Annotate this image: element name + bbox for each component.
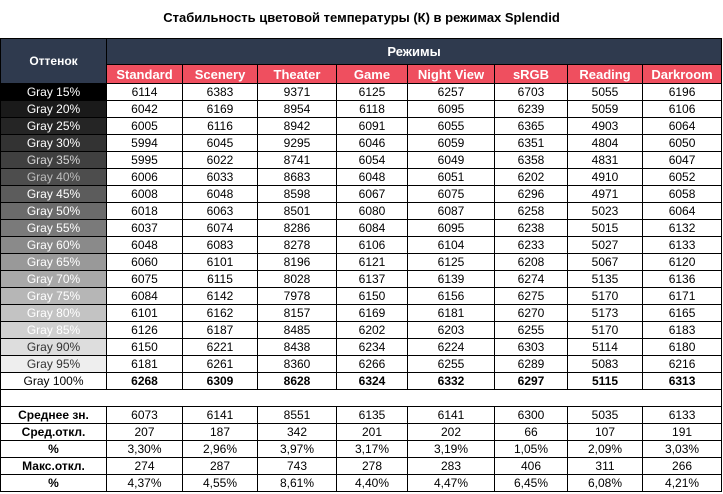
table-cell: 8683 <box>258 169 337 186</box>
stat-cell: 2,09% <box>568 441 643 458</box>
table-cell: 6139 <box>408 271 495 288</box>
stat-cell: 2,96% <box>183 441 258 458</box>
table-cell: 5115 <box>568 373 643 390</box>
color-temperature-table <box>0 38 722 492</box>
table-cell: 6055 <box>408 118 495 135</box>
table-cell: 5994 <box>107 135 183 152</box>
stat-cell: 191 <box>643 424 722 441</box>
stat-cell: 207 <box>107 424 183 441</box>
gray-level-label: Gray 65% <box>1 254 107 271</box>
stat-cell: 201 <box>337 424 408 441</box>
table-cell: 8954 <box>258 101 337 118</box>
modes-header-cell: Режимы <box>107 39 722 65</box>
table-cell: 5995 <box>107 152 183 169</box>
stat-row <box>1 424 722 441</box>
table-cell: 6091 <box>337 118 408 135</box>
stat-cell: 311 <box>568 458 643 475</box>
gray-level-label: Gray 15% <box>1 84 107 101</box>
table-cell: 6169 <box>183 101 258 118</box>
stat-cell: 5035 <box>568 407 643 424</box>
stat-cell: 6073 <box>107 407 183 424</box>
stat-cell: 3,17% <box>337 441 408 458</box>
stat-cell: 278 <box>337 458 408 475</box>
table-cell: 8438 <box>258 339 337 356</box>
table-cell: 6224 <box>408 339 495 356</box>
gray-level-label: Gray 20% <box>1 101 107 118</box>
stat-cell: 274 <box>107 458 183 475</box>
table-row <box>1 322 722 339</box>
table-cell: 6181 <box>107 356 183 373</box>
gray-level-label: Gray 90% <box>1 339 107 356</box>
stat-cell: 3,30% <box>107 441 183 458</box>
stat-cell: 743 <box>258 458 337 475</box>
table-row <box>1 288 722 305</box>
table-cell: 6084 <box>337 220 408 237</box>
table-row <box>1 101 722 118</box>
table-cell: 6303 <box>495 339 568 356</box>
header-row-groups <box>1 39 722 65</box>
table-cell: 5015 <box>568 220 643 237</box>
stat-cell: 3,19% <box>408 441 495 458</box>
gray-level-label: Gray 60% <box>1 237 107 254</box>
table-cell: 6181 <box>408 305 495 322</box>
table-row <box>1 373 722 390</box>
table-cell: 8628 <box>258 373 337 390</box>
mode-header-standard: Standard <box>107 65 183 84</box>
stat-cell: 6141 <box>183 407 258 424</box>
table-cell: 6116 <box>183 118 258 135</box>
table-cell: 6255 <box>408 356 495 373</box>
stat-cell: 406 <box>495 458 568 475</box>
gray-level-label: Gray 85% <box>1 322 107 339</box>
table-cell: 6114 <box>107 84 183 101</box>
stat-label: % <box>1 441 107 458</box>
table-cell: 6084 <box>107 288 183 305</box>
table-cell: 8741 <box>258 152 337 169</box>
table-cell: 6234 <box>337 339 408 356</box>
mode-header-theater: Theater <box>258 65 337 84</box>
table-cell: 6074 <box>183 220 258 237</box>
separator-cell <box>1 390 722 407</box>
table-cell: 6171 <box>643 288 722 305</box>
table-cell: 6075 <box>408 186 495 203</box>
stat-cell: 8551 <box>258 407 337 424</box>
table-cell: 8942 <box>258 118 337 135</box>
table-cell: 6115 <box>183 271 258 288</box>
table-cell: 6324 <box>337 373 408 390</box>
table-title: Стабильность цветовой температуры (К) в режимах Splendid <box>163 10 560 25</box>
table-row <box>1 305 722 322</box>
table-cell: 6351 <box>495 135 568 152</box>
table-cell: 6125 <box>408 254 495 271</box>
table-cell: 6018 <box>107 203 183 220</box>
table-cell: 6106 <box>337 237 408 254</box>
table-cell: 6126 <box>107 322 183 339</box>
table-cell: 9295 <box>258 135 337 152</box>
mode-header-scenery: Scenery <box>183 65 258 84</box>
stat-row <box>1 441 722 458</box>
table-row <box>1 220 722 237</box>
table-cell: 5083 <box>568 356 643 373</box>
table-row <box>1 356 722 373</box>
table-cell: 6233 <box>495 237 568 254</box>
table-cell: 6383 <box>183 84 258 101</box>
separator-row <box>1 390 722 407</box>
stat-cell: 202 <box>408 424 495 441</box>
stat-cell: 6141 <box>408 407 495 424</box>
table-cell: 5173 <box>568 305 643 322</box>
table-cell: 8485 <box>258 322 337 339</box>
table-cell: 6051 <box>408 169 495 186</box>
stat-row <box>1 407 722 424</box>
stat-cell: 4,40% <box>337 475 408 492</box>
table-cell: 6274 <box>495 271 568 288</box>
table-cell: 6703 <box>495 84 568 101</box>
table-cell: 6365 <box>495 118 568 135</box>
table-cell: 6083 <box>183 237 258 254</box>
table-row <box>1 186 722 203</box>
table-cell: 8157 <box>258 305 337 322</box>
table-cell: 6087 <box>408 203 495 220</box>
table-cell: 6006 <box>107 169 183 186</box>
table-cell: 6162 <box>183 305 258 322</box>
table-cell: 7978 <box>258 288 337 305</box>
table-row <box>1 84 722 101</box>
table-row <box>1 169 722 186</box>
table-cell: 6046 <box>337 135 408 152</box>
gray-level-label: Gray 80% <box>1 305 107 322</box>
stat-label: Макс.откл. <box>1 458 107 475</box>
table-row <box>1 271 722 288</box>
table-cell: 8286 <box>258 220 337 237</box>
gray-level-label: Gray 50% <box>1 203 107 220</box>
table-cell: 6183 <box>643 322 722 339</box>
stat-cell: 66 <box>495 424 568 441</box>
table-cell: 6048 <box>107 237 183 254</box>
table-cell: 4831 <box>568 152 643 169</box>
stat-cell: 1,05% <box>495 441 568 458</box>
stat-cell: 4,21% <box>643 475 722 492</box>
table-cell: 6266 <box>337 356 408 373</box>
table-cell: 5055 <box>568 84 643 101</box>
table-cell: 6067 <box>337 186 408 203</box>
stat-cell: 8,61% <box>258 475 337 492</box>
table-cell: 6142 <box>183 288 258 305</box>
table-cell: 6106 <box>643 101 722 118</box>
header-row-modes <box>1 65 722 84</box>
table-cell: 6257 <box>408 84 495 101</box>
table-cell: 6137 <box>337 271 408 288</box>
table-cell: 6022 <box>183 152 258 169</box>
table-cell: 6095 <box>408 220 495 237</box>
table-cell: 6058 <box>643 186 722 203</box>
table-cell: 6063 <box>183 203 258 220</box>
table-cell: 8196 <box>258 254 337 271</box>
stat-label: Среднее зн. <box>1 407 107 424</box>
stat-cell: 287 <box>183 458 258 475</box>
table-cell: 6125 <box>337 84 408 101</box>
table-cell: 6132 <box>643 220 722 237</box>
table-cell: 6080 <box>337 203 408 220</box>
table-cell: 6196 <box>643 84 722 101</box>
stat-cell: 6,45% <box>495 475 568 492</box>
table-cell: 6358 <box>495 152 568 169</box>
table-cell: 6047 <box>643 152 722 169</box>
table-cell: 9371 <box>258 84 337 101</box>
table-cell: 6165 <box>643 305 722 322</box>
stat-cell: 3,03% <box>643 441 722 458</box>
gray-level-label: Gray 25% <box>1 118 107 135</box>
table-cell: 6313 <box>643 373 722 390</box>
gray-level-label: Gray 70% <box>1 271 107 288</box>
stat-label: % <box>1 475 107 492</box>
table-cell: 6033 <box>183 169 258 186</box>
table-cell: 6042 <box>107 101 183 118</box>
table-cell: 6133 <box>643 237 722 254</box>
table-cell: 6156 <box>408 288 495 305</box>
table-row <box>1 118 722 135</box>
table-cell: 6261 <box>183 356 258 373</box>
row-header-cell: Оттенок <box>1 39 107 84</box>
table-cell: 6101 <box>107 305 183 322</box>
table-cell: 6309 <box>183 373 258 390</box>
table-cell: 6048 <box>337 169 408 186</box>
table-cell: 6052 <box>643 169 722 186</box>
table-cell: 6169 <box>337 305 408 322</box>
table-cell: 6297 <box>495 373 568 390</box>
gray-level-label: Gray 40% <box>1 169 107 186</box>
table-cell: 8598 <box>258 186 337 203</box>
stat-row <box>1 475 722 492</box>
table-cell: 4903 <box>568 118 643 135</box>
table-cell: 6118 <box>337 101 408 118</box>
stat-cell: 6300 <box>495 407 568 424</box>
table-cell: 6121 <box>337 254 408 271</box>
table-cell: 6005 <box>107 118 183 135</box>
table-cell: 6180 <box>643 339 722 356</box>
table-cell: 6275 <box>495 288 568 305</box>
table-cell: 6239 <box>495 101 568 118</box>
table-row <box>1 237 722 254</box>
gray-level-label: Gray 30% <box>1 135 107 152</box>
table-cell: 6008 <box>107 186 183 203</box>
stat-cell: 342 <box>258 424 337 441</box>
table-cell: 6187 <box>183 322 258 339</box>
stat-label: Сред.откл. <box>1 424 107 441</box>
table-row <box>1 339 722 356</box>
table-cell: 5059 <box>568 101 643 118</box>
table-cell: 6202 <box>495 169 568 186</box>
stat-cell: 283 <box>408 458 495 475</box>
table-row <box>1 135 722 152</box>
table-cell: 5170 <box>568 322 643 339</box>
gray-level-label: Gray 45% <box>1 186 107 203</box>
stat-cell: 187 <box>183 424 258 441</box>
gray-level-label: Gray 35% <box>1 152 107 169</box>
table-cell: 6120 <box>643 254 722 271</box>
table-cell: 6054 <box>337 152 408 169</box>
table-cell: 6332 <box>408 373 495 390</box>
table-cell: 6296 <box>495 186 568 203</box>
table-cell: 6104 <box>408 237 495 254</box>
table-cell: 6202 <box>337 322 408 339</box>
gray-level-label: Gray 100% <box>1 373 107 390</box>
table-cell: 6064 <box>643 203 722 220</box>
table-cell: 6238 <box>495 220 568 237</box>
mode-header-reading: Reading <box>568 65 643 84</box>
table-cell: 5067 <box>568 254 643 271</box>
table-cell: 5170 <box>568 288 643 305</box>
table-cell: 6216 <box>643 356 722 373</box>
stat-cell: 6,08% <box>568 475 643 492</box>
table-row <box>1 152 722 169</box>
table-cell: 4910 <box>568 169 643 186</box>
table-cell: 6289 <box>495 356 568 373</box>
stat-cell: 107 <box>568 424 643 441</box>
table-cell: 6050 <box>643 135 722 152</box>
stat-cell: 4,37% <box>107 475 183 492</box>
mode-header-darkroom: Darkroom <box>643 65 722 84</box>
table-cell: 6136 <box>643 271 722 288</box>
stat-row <box>1 458 722 475</box>
table-cell: 6268 <box>107 373 183 390</box>
table-cell: 6150 <box>337 288 408 305</box>
table-cell: 6270 <box>495 305 568 322</box>
table-cell: 6075 <box>107 271 183 288</box>
gray-level-label: Gray 95% <box>1 356 107 373</box>
table-cell: 4804 <box>568 135 643 152</box>
table-cell: 8028 <box>258 271 337 288</box>
gray-level-label: Gray 55% <box>1 220 107 237</box>
table-cell: 8278 <box>258 237 337 254</box>
table-cell: 6064 <box>643 118 722 135</box>
stat-cell: 4,47% <box>408 475 495 492</box>
table-cell: 6059 <box>408 135 495 152</box>
table-cell: 6037 <box>107 220 183 237</box>
table-cell: 6060 <box>107 254 183 271</box>
table-cell: 5114 <box>568 339 643 356</box>
table-row <box>1 254 722 271</box>
table-cell: 8360 <box>258 356 337 373</box>
mode-header-srgb: sRGB <box>495 65 568 84</box>
table-cell: 6203 <box>408 322 495 339</box>
gray-level-label: Gray 75% <box>1 288 107 305</box>
table-cell: 5023 <box>568 203 643 220</box>
table-cell: 6255 <box>495 322 568 339</box>
table-cell: 6208 <box>495 254 568 271</box>
table-cell: 6045 <box>183 135 258 152</box>
stat-cell: 3,97% <box>258 441 337 458</box>
table-cell: 4971 <box>568 186 643 203</box>
stat-cell: 6135 <box>337 407 408 424</box>
table-cell: 8501 <box>258 203 337 220</box>
stat-cell: 4,55% <box>183 475 258 492</box>
table-cell: 5027 <box>568 237 643 254</box>
table-cell: 6095 <box>408 101 495 118</box>
mode-header-game: Game <box>337 65 408 84</box>
table-cell: 5135 <box>568 271 643 288</box>
stat-cell: 266 <box>643 458 722 475</box>
table-cell: 6221 <box>183 339 258 356</box>
mode-header-night-view: Night View <box>408 65 495 84</box>
table-cell: 6048 <box>183 186 258 203</box>
stat-cell: 6133 <box>643 407 722 424</box>
table-cell: 6258 <box>495 203 568 220</box>
table-row <box>1 203 722 220</box>
table-cell: 6049 <box>408 152 495 169</box>
table-cell: 6150 <box>107 339 183 356</box>
table-cell: 6101 <box>183 254 258 271</box>
